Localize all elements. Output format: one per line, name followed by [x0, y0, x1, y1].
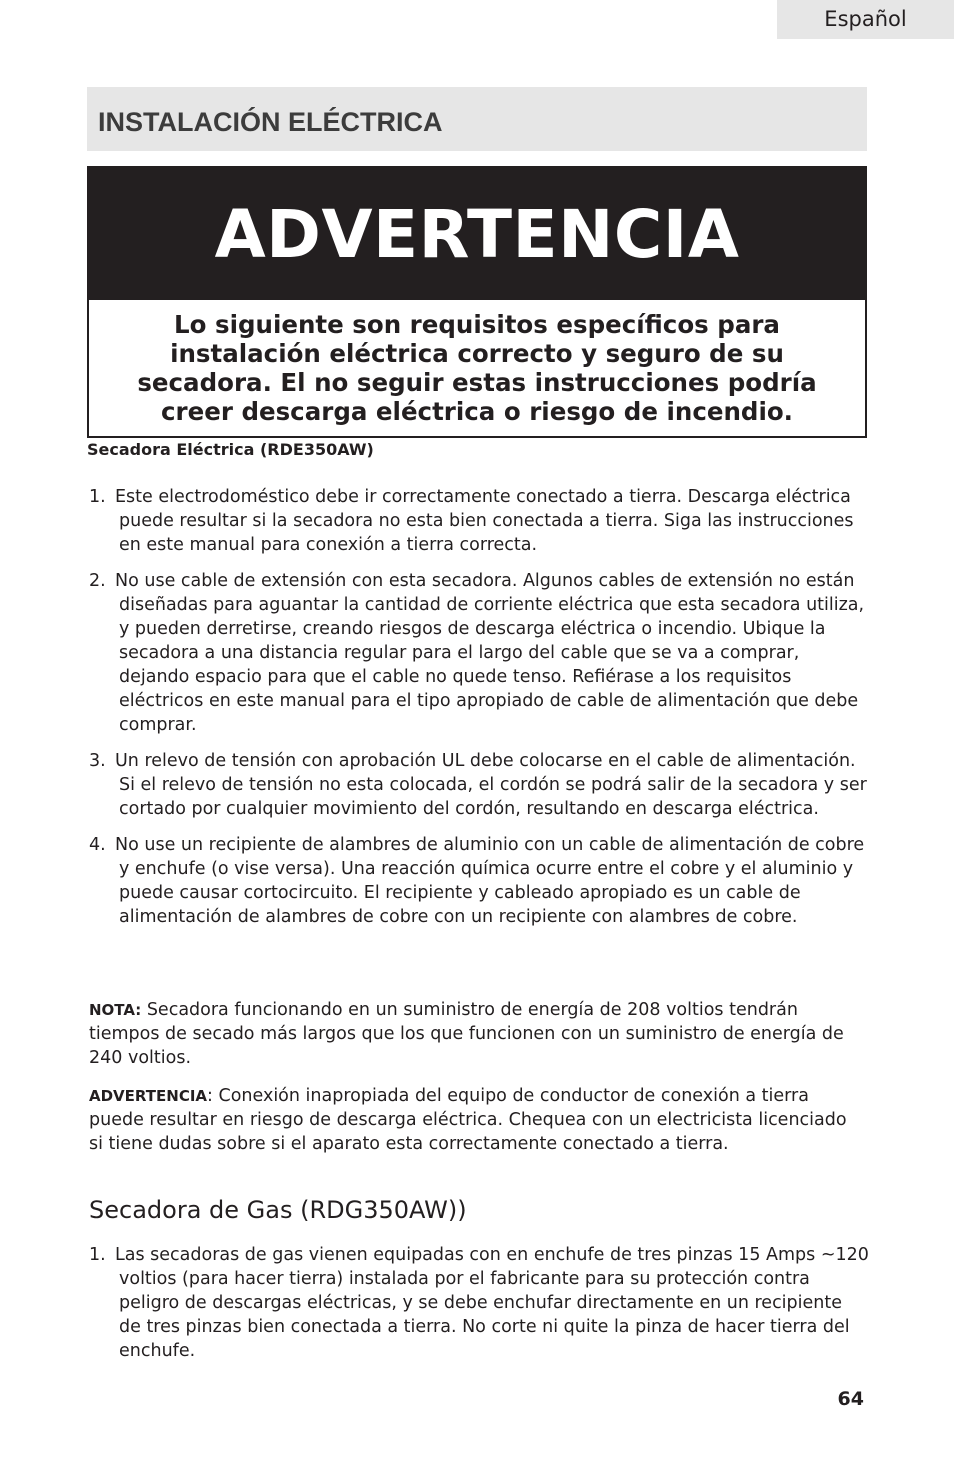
list-item [89, 569, 869, 737]
item-text: Las secadoras de gas vienen equipadas con en enchufe de tres pinzas 15 Amps ~120 voltios (para hacer tierra) instalada por el fabricante para su protección contra peligro de descargas eléctricas, y se debe enchufar directamente en un recipiente de tres pinzas bien conectada a tierra. No corte ni quite la pinza de hacer tierra del enchufe. [115, 1245, 869, 1361]
section-title: INSTALACIÓN ELÉCTRICA [98, 107, 443, 137]
item-number: 3. [89, 751, 106, 771]
gas-instructions-list [89, 1243, 869, 1375]
warning-label: ADVERTENCIA [89, 1087, 208, 1105]
voltage-note [89, 998, 865, 1070]
list-item [89, 485, 869, 557]
item-number: 1. [89, 1245, 106, 1265]
item-number: 1. [89, 487, 106, 507]
list-item [89, 833, 869, 929]
warning-text: : Conexión inapropiada del equipo de conductor de conexión a tierra puede resultar en riesgo de descarga eléctrica. Chequea con un electricista licenciado si tiene dudas sobre si el aparato esta correctamente conectado a tierra. [89, 1086, 847, 1154]
gas-dryer-heading: Secadora de Gas (RDG350AW)) [89, 1196, 467, 1224]
item-text: Este electrodoméstico debe ir correctamente conectado a tierra. Descarga eléctrica puede resultar si la secadora no esta bien conectada a tierra. Siga las instrucciones en este manual para conexión a tierra correcta. [115, 487, 854, 555]
list-item [89, 1243, 869, 1363]
list-item [89, 749, 869, 821]
page-number: 64 [837, 1388, 864, 1410]
electric-dryer-heading: Secadora Eléctrica (RDE350AW) [87, 440, 374, 459]
warning-title: ADVERTENCIA [89, 168, 865, 300]
note-label: NOTA: [89, 1001, 142, 1019]
item-number: 2. [89, 571, 106, 591]
grounding-warning [89, 1084, 865, 1156]
item-text: Un relevo de tensión con aprobación UL debe colocarse en el cable de alimentación. Si el relevo de tensión no esta colocada, el cordón se podrá salir de la secadora y ser cortado por cualquier movimiento del cordón, resultando en descarga eléctrica. [115, 751, 867, 819]
warning-box [87, 166, 867, 438]
electric-instructions-list [89, 485, 869, 941]
item-number: 4. [89, 835, 106, 855]
item-text: No use un recipiente de alambres de aluminio con un cable de alimentación de cobre y enchufe (o vise versa). Una reacción química ocurre entre el cobre y el aluminio y puede causar cortocircuito. El recipiente y cableado apropiado es un cable de alimentación de alambres de cobre con un recipiente con alambres de cobre. [115, 835, 865, 927]
warning-message: Lo siguiente son requisitos específicos para instalación eléctrica correcto y seguro de su secadora. El no seguir estas instrucciones podría creer descarga eléctrica o riesgo de incendio. [137, 310, 817, 426]
item-text: No use cable de extensión con esta secadora. Algunos cables de extensión no están diseñadas para aguantar la cantidad de corriente eléctrica que esta secadora utiliza, y pueden derretirse, creando riesgos de descarga eléctrica o incendio. Ubique la secadora a una distancia regular para el largo del cable que se va a comprar, dejando espacio para que el cable no quede tenso. Refiérase a los requisitos eléctricos en este manual para el tipo apropiado de cable de alimentación que debe comprar. [115, 571, 865, 735]
note-text: Secadora funcionando en un suministro de energía de 208 voltios tendrán tiempos de secado más largos que los que funcionen con un suministro de energía de 240 voltios. [89, 1000, 844, 1068]
section-header [87, 87, 867, 151]
language-tab[interactable]: Español [777, 0, 954, 39]
